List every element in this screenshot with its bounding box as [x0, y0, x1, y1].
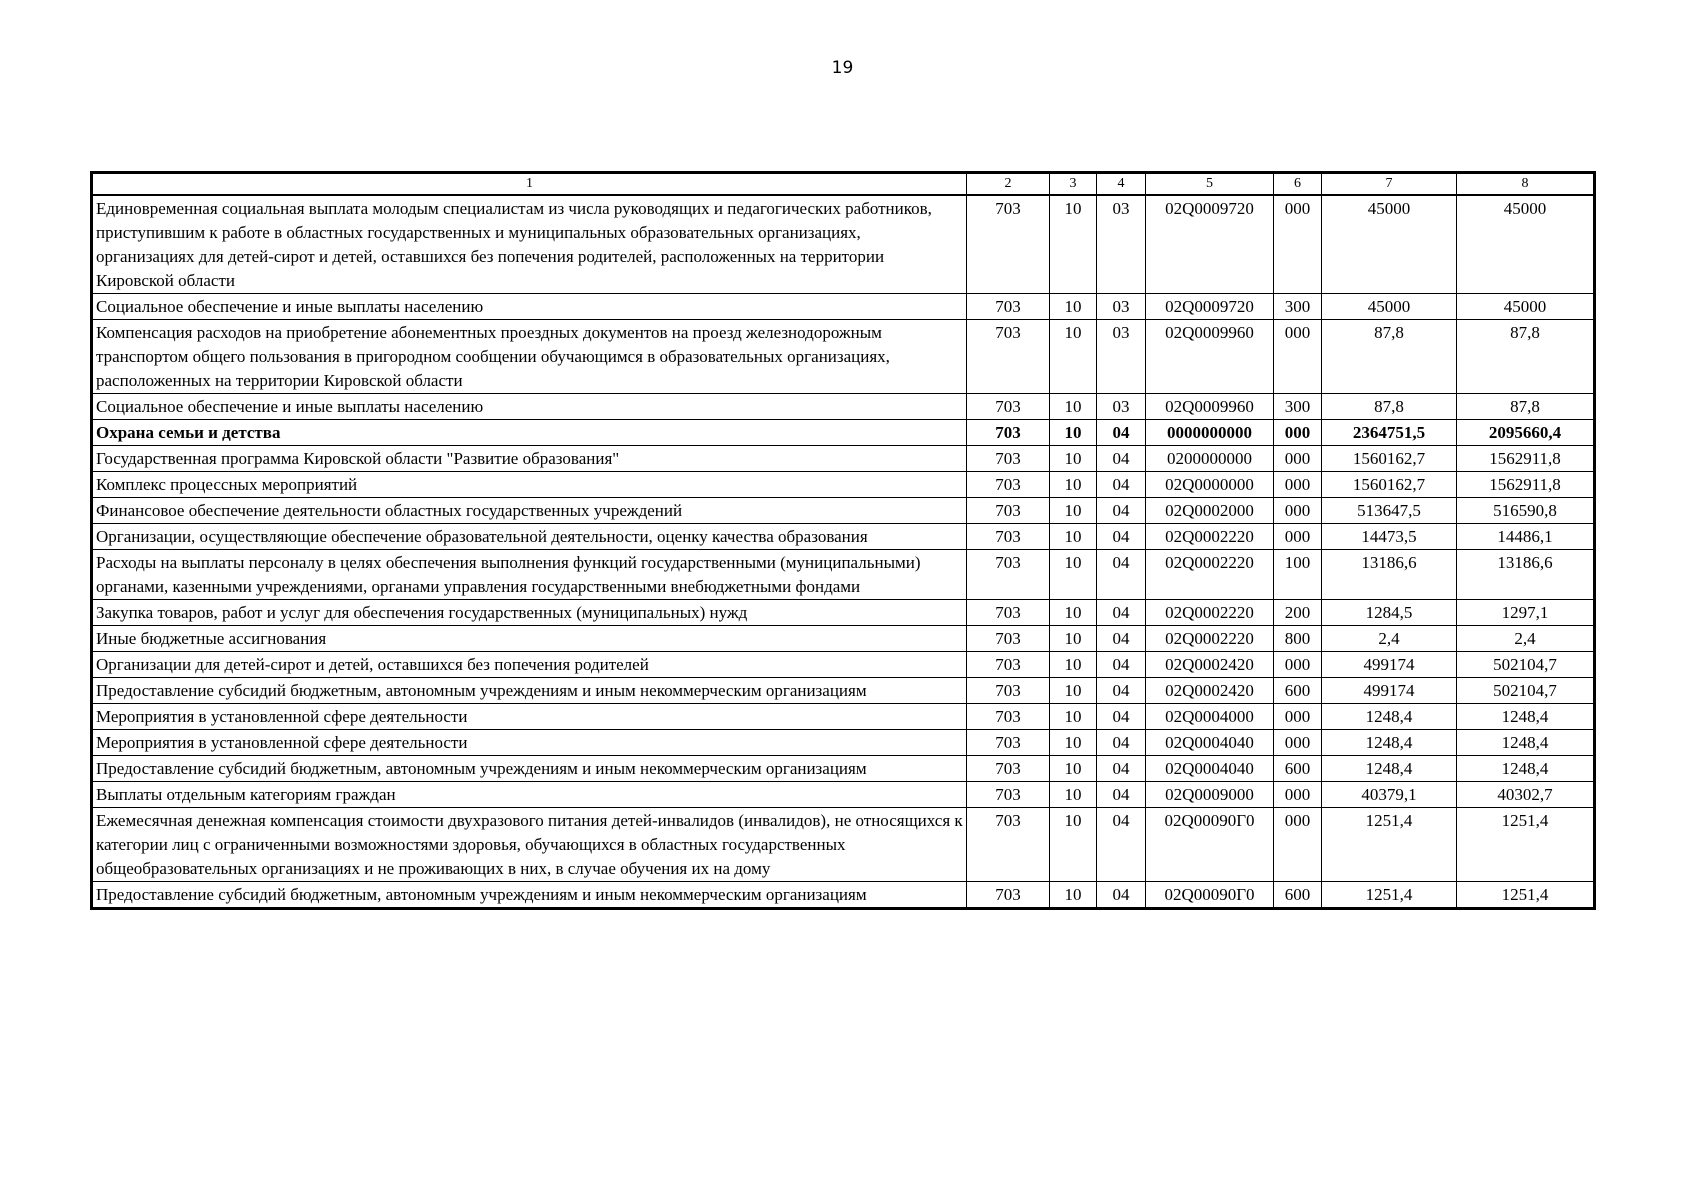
- amount-year-1: 2,4: [1322, 626, 1457, 652]
- section-code: 10: [1050, 626, 1097, 652]
- section-code: 10: [1050, 704, 1097, 730]
- subsection-code: 04: [1097, 498, 1146, 524]
- section-code: 10: [1050, 472, 1097, 498]
- ministry-code: 703: [967, 472, 1050, 498]
- row-name: Предоставление субсидий бюджетным, автономным учреждениям и иным некоммерческим организациям: [93, 882, 967, 908]
- amount-year-1: 45000: [1322, 294, 1457, 320]
- amount-year-1: 87,8: [1322, 394, 1457, 420]
- amount-year-2: 40302,7: [1457, 782, 1594, 808]
- subsection-code: 04: [1097, 550, 1146, 600]
- table-row: [93, 782, 1594, 808]
- table-row: [93, 704, 1594, 730]
- row-name: Компенсация расходов на приобретение абонементных проездных документов на проезд железнодорожным транспортом общего пользования в пригородном сообщении обучающимся в образовательных организациях, расположенных на территории Кировской области: [93, 320, 967, 394]
- target-code: 02Q00090Г0: [1146, 808, 1274, 882]
- subsection-code: 04: [1097, 678, 1146, 704]
- section-code: 10: [1050, 420, 1097, 446]
- table-row: [93, 756, 1594, 782]
- section-code: 10: [1050, 195, 1097, 294]
- amount-year-2: 45000: [1457, 294, 1594, 320]
- amount-year-2: 516590,8: [1457, 498, 1594, 524]
- column-header: 6: [1274, 174, 1322, 196]
- amount-year-2: 1562911,8: [1457, 472, 1594, 498]
- amount-year-1: 2364751,5: [1322, 420, 1457, 446]
- amount-year-2: 1562911,8: [1457, 446, 1594, 472]
- subsection-code: 04: [1097, 782, 1146, 808]
- ministry-code: 703: [967, 882, 1050, 908]
- section-code: 10: [1050, 730, 1097, 756]
- table-row: [93, 882, 1594, 908]
- section-code: 10: [1050, 394, 1097, 420]
- expense-type-code: 000: [1274, 730, 1322, 756]
- amount-year-1: 1248,4: [1322, 730, 1457, 756]
- section-code: 10: [1050, 808, 1097, 882]
- ministry-code: 703: [967, 195, 1050, 294]
- ministry-code: 703: [967, 524, 1050, 550]
- column-header: 3: [1050, 174, 1097, 196]
- column-header: 7: [1322, 174, 1457, 196]
- amount-year-2: 1251,4: [1457, 808, 1594, 882]
- row-name: Государственная программа Кировской области "Развитие образования": [93, 446, 967, 472]
- row-name: Предоставление субсидий бюджетным, автономным учреждениям и иным некоммерческим организациям: [93, 756, 967, 782]
- table-row: [93, 498, 1594, 524]
- ministry-code: 703: [967, 730, 1050, 756]
- page-number: 19: [831, 58, 854, 78]
- amount-year-2: 1248,4: [1457, 704, 1594, 730]
- expense-type-code: 000: [1274, 524, 1322, 550]
- expense-type-code: 000: [1274, 704, 1322, 730]
- amount-year-2: 1248,4: [1457, 730, 1594, 756]
- column-header: 1: [93, 174, 967, 196]
- row-name: Выплаты отдельным категориям граждан: [93, 782, 967, 808]
- target-code: 02Q0009000: [1146, 782, 1274, 808]
- subsection-code: 04: [1097, 730, 1146, 756]
- expense-type-code: 000: [1274, 808, 1322, 882]
- target-code: 02Q0002420: [1146, 652, 1274, 678]
- target-code: 02Q0004040: [1146, 730, 1274, 756]
- target-code: 02Q0002420: [1146, 678, 1274, 704]
- row-name: Единовременная социальная выплата молодым специалистам из числа руководящих и педагогических работников, приступившим к работе в областных государственных и муниципальных образовательных организациях, организациях для детей-сирот и детей, оставшихся без попечения родителей, расположенных на территории Кировской области: [93, 195, 967, 294]
- target-code: 02Q0002220: [1146, 550, 1274, 600]
- amount-year-1: 1248,4: [1322, 756, 1457, 782]
- ministry-code: 703: [967, 294, 1050, 320]
- row-name: Организации, осуществляющие обеспечение образовательной деятельности, оценку качества образования: [93, 524, 967, 550]
- ministry-code: 703: [967, 498, 1050, 524]
- expense-type-code: 000: [1274, 320, 1322, 394]
- ministry-code: 703: [967, 808, 1050, 882]
- row-name: Предоставление субсидий бюджетным, автономным учреждениям и иным некоммерческим организациям: [93, 678, 967, 704]
- section-code: 10: [1050, 550, 1097, 600]
- row-name: Ежемесячная денежная компенсация стоимости двухразового питания детей-инвалидов (инвалидов), не относящихся к категории лиц с ограниченными возможностями здоровья, обучающихся в областных государственных общеобразовательных организациях и не проживающих в них, в случае обучения их на дому: [93, 808, 967, 882]
- expense-type-code: 000: [1274, 782, 1322, 808]
- expense-type-code: 000: [1274, 446, 1322, 472]
- subsection-code: 04: [1097, 524, 1146, 550]
- target-code: 0200000000: [1146, 446, 1274, 472]
- amount-year-1: 1284,5: [1322, 600, 1457, 626]
- expense-type-code: 300: [1274, 394, 1322, 420]
- amount-year-1: 14473,5: [1322, 524, 1457, 550]
- amount-year-2: 13186,6: [1457, 550, 1594, 600]
- table-row: [93, 600, 1594, 626]
- column-header: 8: [1457, 174, 1594, 196]
- section-code: 10: [1050, 756, 1097, 782]
- subsection-code: 04: [1097, 600, 1146, 626]
- amount-year-2: 502104,7: [1457, 678, 1594, 704]
- amount-year-2: 1251,4: [1457, 882, 1594, 908]
- amount-year-2: 87,8: [1457, 320, 1594, 394]
- subsection-code: 04: [1097, 756, 1146, 782]
- section-code: 10: [1050, 446, 1097, 472]
- target-code: 02Q0002220: [1146, 600, 1274, 626]
- target-code: 02Q0009960: [1146, 320, 1274, 394]
- subsection-code: 04: [1097, 472, 1146, 498]
- table-row: [93, 195, 1594, 294]
- amount-year-1: 45000: [1322, 195, 1457, 294]
- target-code: 02Q0002220: [1146, 626, 1274, 652]
- target-code: 02Q0004000: [1146, 704, 1274, 730]
- amount-year-2: 2,4: [1457, 626, 1594, 652]
- amount-year-1: 40379,1: [1322, 782, 1457, 808]
- amount-year-1: 513647,5: [1322, 498, 1457, 524]
- ministry-code: 703: [967, 756, 1050, 782]
- row-name: Расходы на выплаты персоналу в целях обеспечения выполнения функций государственными (муниципальными) органами, казенными учреждениями, органами управления государственными внебюджетными фондами: [93, 550, 967, 600]
- expense-type-code: 000: [1274, 420, 1322, 446]
- table-row: [93, 394, 1594, 420]
- target-code: 02Q0009720: [1146, 195, 1274, 294]
- ministry-code: 703: [967, 704, 1050, 730]
- table-row: [93, 652, 1594, 678]
- amount-year-2: 14486,1: [1457, 524, 1594, 550]
- ministry-code: 703: [967, 446, 1050, 472]
- target-code: 02Q0000000: [1146, 472, 1274, 498]
- row-name: Социальное обеспечение и иные выплаты населению: [93, 394, 967, 420]
- subsection-code: 04: [1097, 652, 1146, 678]
- amount-year-1: 1251,4: [1322, 882, 1457, 908]
- target-code: 02Q0004040: [1146, 756, 1274, 782]
- table-row: [93, 420, 1594, 446]
- target-code: 02Q00090Г0: [1146, 882, 1274, 908]
- expense-type-code: 000: [1274, 195, 1322, 294]
- table-row: [93, 320, 1594, 394]
- ministry-code: 703: [967, 550, 1050, 600]
- section-code: 10: [1050, 294, 1097, 320]
- subsection-code: 04: [1097, 704, 1146, 730]
- ministry-code: 703: [967, 320, 1050, 394]
- row-name: Закупка товаров, работ и услуг для обеспечения государственных (муниципальных) нужд: [93, 600, 967, 626]
- target-code: 02Q0009720: [1146, 294, 1274, 320]
- row-name: Комплекс процессных мероприятий: [93, 472, 967, 498]
- subsection-code: 03: [1097, 320, 1146, 394]
- subsection-code: 04: [1097, 882, 1146, 908]
- table-row: [93, 550, 1594, 600]
- section-code: 10: [1050, 678, 1097, 704]
- subsection-code: 04: [1097, 626, 1146, 652]
- subsection-code: 03: [1097, 195, 1146, 294]
- amount-year-2: 1297,1: [1457, 600, 1594, 626]
- target-code: 02Q0002220: [1146, 524, 1274, 550]
- ministry-code: 703: [967, 600, 1050, 626]
- target-code: 0000000000: [1146, 420, 1274, 446]
- table-row: [93, 524, 1594, 550]
- amount-year-1: 499174: [1322, 652, 1457, 678]
- table-header-row: [93, 174, 1594, 196]
- expense-type-code: 000: [1274, 652, 1322, 678]
- column-header: 5: [1146, 174, 1274, 196]
- amount-year-1: 1248,4: [1322, 704, 1457, 730]
- expense-type-code: 000: [1274, 498, 1322, 524]
- target-code: 02Q0002000: [1146, 498, 1274, 524]
- table-body: [93, 195, 1594, 908]
- table-row: [93, 294, 1594, 320]
- expense-type-code: 000: [1274, 472, 1322, 498]
- row-name: Мероприятия в установленной сфере деятельности: [93, 704, 967, 730]
- amount-year-1: 87,8: [1322, 320, 1457, 394]
- expense-type-code: 100: [1274, 550, 1322, 600]
- budget-table: [92, 173, 1594, 908]
- amount-year-2: 87,8: [1457, 394, 1594, 420]
- row-name: Иные бюджетные ассигнования: [93, 626, 967, 652]
- table-row: [93, 730, 1594, 756]
- section-code: 10: [1050, 652, 1097, 678]
- amount-year-1: 499174: [1322, 678, 1457, 704]
- amount-year-2: 502104,7: [1457, 652, 1594, 678]
- row-name: Охрана семьи и детства: [93, 420, 967, 446]
- row-name: Организации для детей-сирот и детей, оставшихся без попечения родителей: [93, 652, 967, 678]
- column-header: 4: [1097, 174, 1146, 196]
- table-row: [93, 446, 1594, 472]
- table-row: [93, 626, 1594, 652]
- amount-year-2: 1248,4: [1457, 756, 1594, 782]
- section-code: 10: [1050, 600, 1097, 626]
- amount-year-1: 1560162,7: [1322, 472, 1457, 498]
- column-header: 2: [967, 174, 1050, 196]
- amount-year-1: 13186,6: [1322, 550, 1457, 600]
- table-row: [93, 472, 1594, 498]
- subsection-code: 04: [1097, 808, 1146, 882]
- row-name: Социальное обеспечение и иные выплаты населению: [93, 294, 967, 320]
- expense-type-code: 300: [1274, 294, 1322, 320]
- ministry-code: 703: [967, 394, 1050, 420]
- expense-type-code: 800: [1274, 626, 1322, 652]
- ministry-code: 703: [967, 782, 1050, 808]
- ministry-code: 703: [967, 420, 1050, 446]
- ministry-code: 703: [967, 626, 1050, 652]
- subsection-code: 04: [1097, 446, 1146, 472]
- target-code: 02Q0009960: [1146, 394, 1274, 420]
- ministry-code: 703: [967, 652, 1050, 678]
- row-name: Финансовое обеспечение деятельности областных государственных учреждений: [93, 498, 967, 524]
- section-code: 10: [1050, 882, 1097, 908]
- section-code: 10: [1050, 498, 1097, 524]
- section-code: 10: [1050, 320, 1097, 394]
- ministry-code: 703: [967, 678, 1050, 704]
- subsection-code: 04: [1097, 420, 1146, 446]
- amount-year-1: 1251,4: [1322, 808, 1457, 882]
- amount-year-1: 1560162,7: [1322, 446, 1457, 472]
- table-row: [93, 678, 1594, 704]
- section-code: 10: [1050, 782, 1097, 808]
- table-row: [93, 808, 1594, 882]
- expense-type-code: 200: [1274, 600, 1322, 626]
- section-code: 10: [1050, 524, 1097, 550]
- row-name: Мероприятия в установленной сфере деятельности: [93, 730, 967, 756]
- amount-year-2: 45000: [1457, 195, 1594, 294]
- expense-type-code: 600: [1274, 678, 1322, 704]
- subsection-code: 03: [1097, 394, 1146, 420]
- subsection-code: 03: [1097, 294, 1146, 320]
- expense-type-code: 600: [1274, 756, 1322, 782]
- expense-type-code: 600: [1274, 882, 1322, 908]
- amount-year-2: 2095660,4: [1457, 420, 1594, 446]
